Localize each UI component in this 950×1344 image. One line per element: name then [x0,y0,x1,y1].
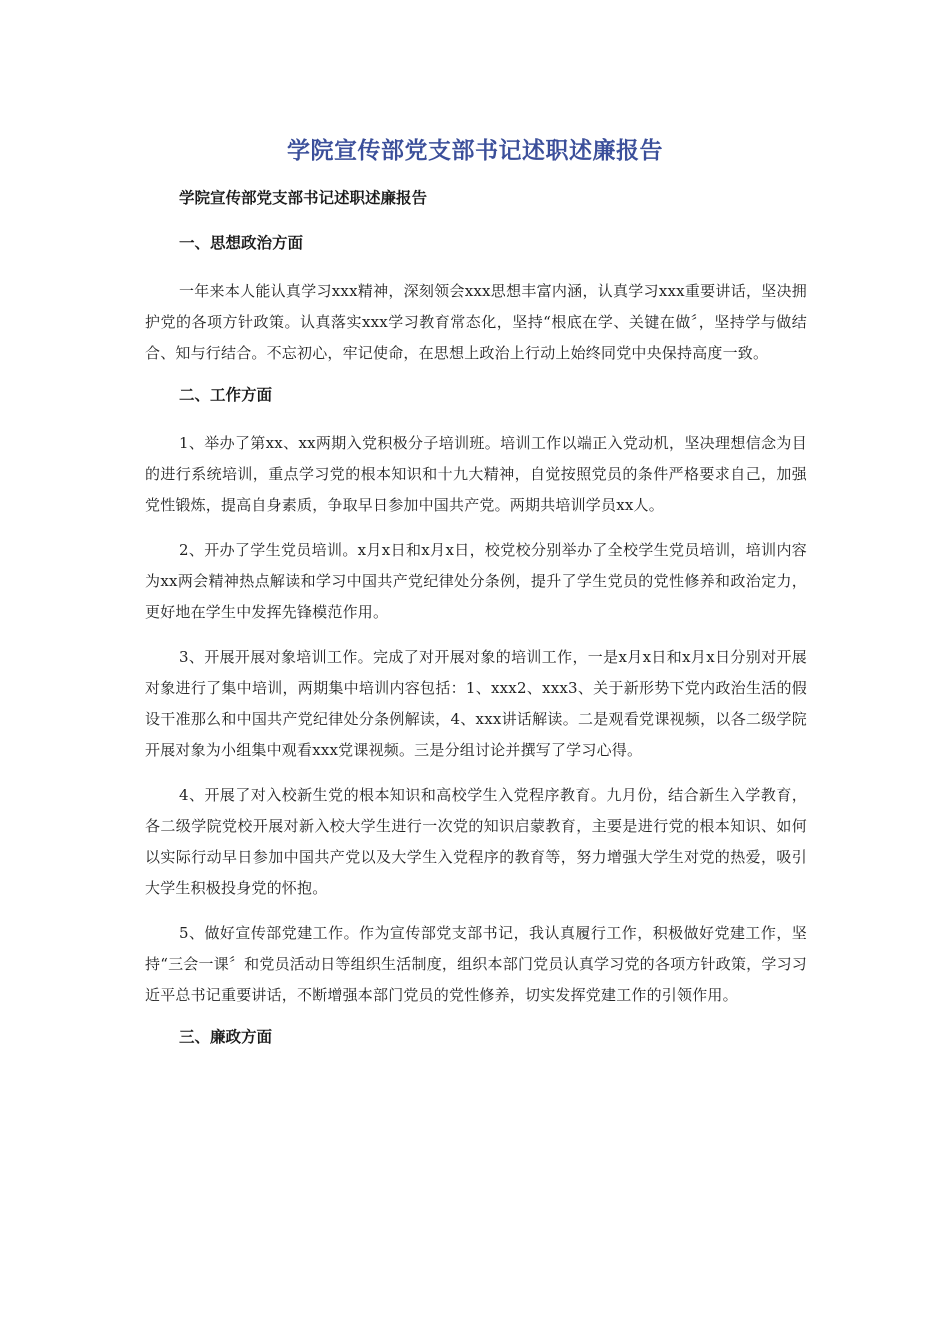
paragraph: 一年来本人能认真学习xxx精神，深刻领会xxx思想丰富内涵，认真学习xxx重要讲话，坚决拥护党的各项方针政策。认真落实xxx学习教育常态化，坚持“根底在学、关键在做〞，坚持学与做结合、知与行结合。不忘初心，牢记使命，在思想上政治上行动上始终同党中央保持高度一致。 [145,282,807,362]
paragraph: 4、开展了对入校新生党的根本知识和高校学生入党程序教育。九月份，结合新生入学教育，各二级学院党校开展对新入校大学生进行一次党的知识启蒙教育，主要是进行党的根本知识、如何以实际行动早日参加中国共产党以及大学生入党程序的教育等，努力增强大学生对党的热爱，吸引大学生积极投身党的怀抱。 [145,786,807,897]
paragraph: 5、做好宣传部党建工作。作为宣传部党支部书记，我认真履行工作，积极做好党建工作，坚持“三会一课〞和党员活动日等组织生活制度，组织本部门党员认真学习党的各项方针政策，学习习近平总书记重要讲话，不断增强本部门党员的党性修养，切实发挥党建工作的引领作用。 [145,924,807,1004]
document-title: 学院宣传部党支部书记述职述廉报告 [287,138,663,164]
document-body [145,186,807,1070]
section-heading-work: 二、工作方面 [179,386,273,404]
document-subtitle: 学院宣传部党支部书记述职述廉报告 [179,189,428,207]
paragraph: 2、开办了学生党员培训。x月x日和x月x日，校党校分别举办了全校学生党员培训，培训内容为xx两会精神热点解读和学习中国共产党纪律处分条例，提升了学生党员的党性修养和政治定力，更好地在学生中发挥先锋模范作用。 [145,541,807,621]
paragraph: 1、举办了第xx、xx两期入党积极分子培训班。培训工作以端正入党动机，坚决理想信念为目的进行系统培训，重点学习党的根本知识和十九大精神，自觉按照党员的条件严格要求自己，加强党性锻炼，提高自身素质，争取早日参加中国共产党。两期共培训学员xx人。 [145,434,807,514]
paragraph: 3、开展开展对象培训工作。完成了对开展对象的培训工作，一是x月x日和x月x日分别对开展对象进行了集中培训，两期集中培训内容包括：1、xxx2、xxx3、关于新形势下党内政治生活的假设干准那么和中国共产党纪律处分条例解读，4、xxx讲话解读。二是观看党课视频，以各二级学院开展对象为小组集中观看xxx党课视频。三是分组讨论并撰写了学习心得。 [145,648,807,759]
section-heading-integrity: 三、廉政方面 [179,1028,273,1046]
section-heading-ideology: 一、思想政治方面 [179,234,304,252]
